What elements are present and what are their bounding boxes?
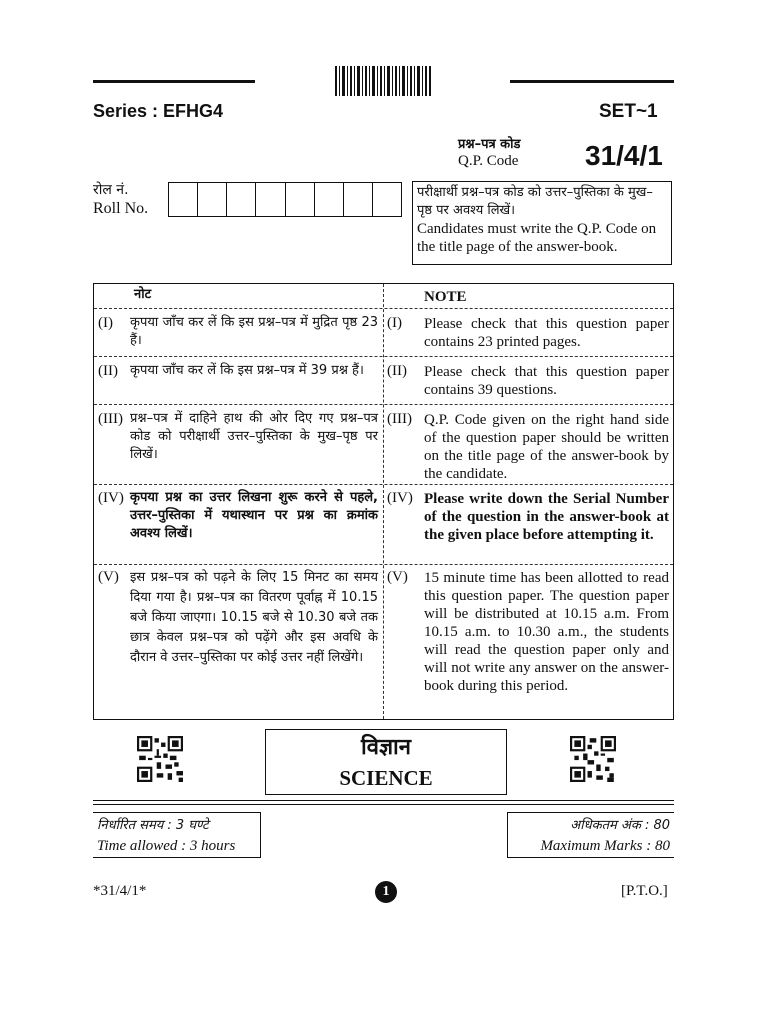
roll-digit-box[interactable] xyxy=(286,183,315,216)
notes-row-divider xyxy=(94,564,673,565)
maximum-marks-hindi: अधिकतम अंक : 80 xyxy=(570,818,670,833)
roll-digit-box[interactable] xyxy=(227,183,256,216)
roll-digit-box[interactable] xyxy=(315,183,344,216)
notes-row-divider xyxy=(94,308,673,309)
note-english: Q.P. Code given on the right hand side of the question paper should be written on the title page of the answer-book by the candidate. xyxy=(424,412,669,482)
roll-digit-box[interactable] xyxy=(373,183,401,216)
notes-column-divider xyxy=(383,284,384,719)
note-english: 15 minute time has been allotted to read this question paper. The question paper will be distributed at 10.15 a.m. From 10.15 a.m. to 10.30 a.m., the students will read the question paper only and will not write any answer on the answer-book during this period. xyxy=(424,570,669,694)
please-turn-over-label: [P.T.O.] xyxy=(621,883,668,899)
roll-digit-box[interactable] xyxy=(256,183,285,216)
roll-number-boxes[interactable] xyxy=(168,182,402,217)
notes-row-divider xyxy=(94,404,673,405)
maximum-marks: Maximum Marks : 80 xyxy=(540,838,670,854)
note-number: (V) xyxy=(98,569,119,585)
notes-heading-hindi: नोट xyxy=(134,287,152,302)
subject-title-hindi: विज्ञान xyxy=(361,735,411,760)
note-hindi: इस प्रश्न–पत्र को पढ़ने के लिए 15 मिनट का समय दिया गया है। प्रश्न–पत्र का वितरण पूर्वाह्न में 10.15 बजे किया जाएगा। 10.15 बजे से 10.30 बजे तक छात्र केवल प्रश्न–पत्र को पढ़ेंगे और इस अवधि के दौरान वे उत्तर–पुस्तिका पर कोई उत्तर नहीं लिखेंगे। xyxy=(130,570,378,665)
maximum-marks-box xyxy=(507,812,674,858)
qp-code-label: Q.P. Code xyxy=(458,153,519,169)
footer-paper-code: *31/4/1* xyxy=(93,883,147,899)
qr-code-left-icon xyxy=(137,736,183,782)
divider-rule xyxy=(93,800,674,801)
note-number: (III) xyxy=(98,411,123,427)
candidate-instruction-box xyxy=(412,181,672,265)
note-english: Please write down the Serial Number of the question in the answer-book at the given place before attempting it. xyxy=(424,491,669,543)
top-rule-left xyxy=(93,80,255,83)
note-number: (II) xyxy=(387,363,407,379)
series-label: Series : EFHG4 xyxy=(93,101,224,121)
note-number: (I) xyxy=(98,315,113,331)
subject-title: SCIENCE xyxy=(339,766,433,790)
page-number: 1 xyxy=(375,881,397,903)
note-english: Please check that this question paper contains 39 questions. xyxy=(424,364,669,398)
note-number: (IV) xyxy=(387,490,413,506)
set-label: SET~1 xyxy=(599,101,658,122)
barcode-icon xyxy=(335,66,431,96)
candidate-instruction-hindi: परीक्षार्थी प्रश्न–पत्र कोड को उत्तर–पुस्तिका के मुख–पृष्ठ पर अवश्य लिखें। xyxy=(417,185,653,218)
note-number: (I) xyxy=(387,315,402,331)
subject-box xyxy=(265,729,507,795)
roll-label: Roll No. xyxy=(93,200,149,217)
note-hindi: कृपया जाँच कर लें कि इस प्रश्न–पत्र में 39 प्रश्न हैं। xyxy=(130,363,364,378)
note-number: (IV) xyxy=(98,490,124,506)
qr-code-right-icon xyxy=(570,736,616,782)
note-number: (V) xyxy=(387,569,408,585)
note-hindi: कृपया प्रश्न का उत्तर लिखना शुरू करने से पहले, उत्तर–पुस्तिका में यथास्थान पर प्रश्न का क्रमांक अवश्य लिखें। xyxy=(130,490,378,541)
notes-row-divider xyxy=(94,356,673,357)
divider-rule xyxy=(93,804,674,805)
notes-table xyxy=(93,283,674,720)
time-allowed-hindi: निर्धारित समय : 3 घण्टे xyxy=(97,818,209,833)
note-hindi: प्रश्न–पत्र में दाहिने हाथ की ओर दिए गए प्रश्न–पत्र कोड को परीक्षार्थी उत्तर–पुस्तिका के मुख–पृष्ठ पर लिखें। xyxy=(130,411,378,462)
candidate-instruction-english: Candidates must write the Q.P. Code on the title page of the answer-book. xyxy=(417,221,657,255)
note-number: (III) xyxy=(387,411,412,427)
time-allowed-box xyxy=(93,812,261,858)
time-allowed: Time allowed : 3 hours xyxy=(97,838,236,854)
note-number: (II) xyxy=(98,363,118,379)
note-hindi: कृपया जाँच कर लें कि इस प्रश्न–पत्र में मुद्रित पृष्ठ 23 हैं। xyxy=(130,315,378,348)
notes-heading-english: NOTE xyxy=(424,289,467,305)
roll-label-hindi: रोल नं. xyxy=(93,182,129,198)
qp-code-label-hindi: प्रश्न–पत्र कोड xyxy=(458,137,521,152)
notes-row-divider xyxy=(94,484,673,485)
qp-code-value: 31/4/1 xyxy=(585,140,663,171)
roll-digit-box[interactable] xyxy=(198,183,227,216)
top-rule-right xyxy=(510,80,674,83)
note-english: Please check that this question paper contains 23 printed pages. xyxy=(424,316,669,350)
roll-digit-box[interactable] xyxy=(169,183,198,216)
roll-digit-box[interactable] xyxy=(344,183,373,216)
